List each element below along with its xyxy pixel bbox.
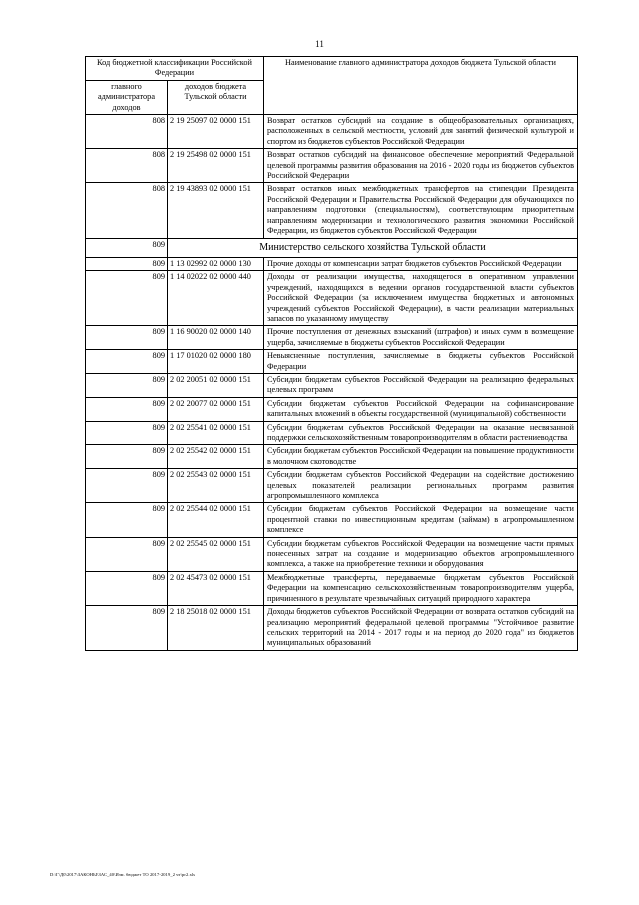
table-row <box>86 397 578 421</box>
admin-code-cell: 808 <box>86 115 168 149</box>
table-row <box>86 537 578 571</box>
admin-code-cell: 809 <box>86 571 168 605</box>
table-row <box>86 421 578 445</box>
admin-code-cell: 808 <box>86 183 168 238</box>
income-code-cell: 1 17 01020 02 0000 180 <box>168 350 264 374</box>
income-name-cell: Возврат остатков иных межбюджетных трансфертов на стипендии Президента Российской Федерации и Правительства Российской Федерации для обучающихся по направлениям подготовки (специальностям), соответствующим приоритетным направлениям модернизации и технологического развития экономики Российской Федерации, из бюджетов субъектов Российской Федерации <box>264 183 578 238</box>
table-row <box>86 445 578 469</box>
income-code-cell: 1 14 02022 02 0000 440 <box>168 271 264 326</box>
income-name-cell: Невыясненные поступления, зачисляемые в бюджеты субъектов Российской Федерации <box>264 350 578 374</box>
file-path-footer: D:\Г\Д0\2017\ЗАКОНЫ\ЗАС_40\Изм. бюджет ТО 2017-2019_2 чт\pr2.xls <box>50 872 196 877</box>
admin-code-cell: 809 <box>86 257 168 270</box>
admin-code-cell: 808 <box>86 149 168 183</box>
page-number: 11 <box>315 39 324 49</box>
income-code-cell: 2 18 25018 02 0000 151 <box>168 606 264 651</box>
admin-code-cell: 809 <box>86 350 168 374</box>
income-code-cell: 2 02 20051 02 0000 151 <box>168 373 264 397</box>
table-row <box>86 571 578 605</box>
income-name-cell: Субсидии бюджетам субъектов Российской Федерации на софинансирование капитальных вложений в объекты государственной (муниципальной) собственности <box>264 397 578 421</box>
table-row <box>86 350 578 374</box>
income-code-cell: 2 02 25542 02 0000 151 <box>168 445 264 469</box>
table-row <box>86 115 578 149</box>
income-code-cell: 1 13 02992 02 0000 130 <box>168 257 264 270</box>
table-row <box>86 606 578 651</box>
income-name-cell: Межбюджетные трансферты, передаваемые бюджетам субъектов Российской Федерации на компенсацию сельскохозяйственным товаропроизводителям ущерба, причиненного в результате чрезвычайных ситуаций природного характера <box>264 571 578 605</box>
income-name-cell: Прочие доходы от компенсации затрат бюджетов субъектов Российской Федерации <box>264 257 578 270</box>
admin-code-cell: 809 <box>86 445 168 469</box>
income-name-cell: Субсидии бюджетам субъектов Российской Федерации на возмещение части процентной ставки по инвестиционным кредитам (займам) в агропромышленном комплексе <box>264 503 578 537</box>
income-code-cell: 2 19 25498 02 0000 151 <box>168 149 264 183</box>
table-row <box>86 271 578 326</box>
income-name-cell: Субсидии бюджетам субъектов Российской Федерации на повышение продуктивности в молочном скотоводстве <box>264 445 578 469</box>
income-name-cell: Субсидии бюджетам субъектов Российской Федерации на содействие достижению целевых показателей реализации региональных программ развития агропромышленного комплекса <box>264 469 578 503</box>
income-name-cell: Субсидии бюджетам субъектов Российской Федерации на реализацию федеральных целевых программ <box>264 373 578 397</box>
table-row <box>86 469 578 503</box>
admin-code-cell: 809 <box>86 469 168 503</box>
ministry-row <box>86 238 578 257</box>
income-name-cell: Субсидии бюджетам субъектов Российской Федерации на оказание несвязанной поддержки сельскохозяйственным товаропроизводителям в области растениеводства <box>264 421 578 445</box>
admin-code-cell: 809 <box>86 326 168 350</box>
header-code-group: Код бюджетной классификации Российской Федерации <box>86 57 264 81</box>
admin-code-cell: 809 <box>86 238 168 257</box>
header-admin-column: главного администратора доходов <box>86 80 168 114</box>
admin-code-cell: 809 <box>86 503 168 537</box>
income-code-cell: 2 02 45473 02 0000 151 <box>168 571 264 605</box>
income-name-cell: Доходы бюджетов субъектов Российской Федерации от возврата остатков субсидий на реализацию мероприятий федеральной целевой программы "Устойчивое развитие сельских территорий на 2014 - 2017 годы и на период до 2020 года" из бюджетов муниципальных образований <box>264 606 578 651</box>
table-row <box>86 149 578 183</box>
income-name-cell: Возврат остатков субсидий на финансовое обеспечение мероприятий Федеральной целевой программы развития образования на 2016 - 2020 годы из бюджетов субъектов Российской Федерации <box>264 149 578 183</box>
income-name-cell: Доходы от реализации имущества, находящегося в оперативном управлении учреждений, находящихся в ведении органов государственной власти субъектов Российской Федерации (за исключением имущества бюджетных и автономных учреждений субъектов Российской Федерации), в части реализации материальных запасов по указанному имуществу <box>264 271 578 326</box>
table-row <box>86 373 578 397</box>
income-name-cell: Прочие поступления от денежных взысканий (штрафов) и иных сумм в возмещение ущерба, зачисляемые в бюджеты субъектов Российской Федерации <box>264 326 578 350</box>
budget-classification-table <box>85 56 578 651</box>
admin-code-cell: 809 <box>86 271 168 326</box>
admin-code-cell: 809 <box>86 421 168 445</box>
income-code-cell: 2 02 20077 02 0000 151 <box>168 397 264 421</box>
admin-code-cell: 809 <box>86 606 168 651</box>
income-code-cell: 1 16 90020 02 0000 140 <box>168 326 264 350</box>
income-name-cell: Возврат остатков субсидий на создание в общеобразовательных организациях, расположенных в сельской местности, условий для занятий физической культурой и спортом из бюджетов субъектов Российской Федерации <box>264 115 578 149</box>
ministry-name-cell: Министерство сельского хозяйства Тульской области <box>168 238 578 257</box>
admin-code-cell: 809 <box>86 397 168 421</box>
income-code-cell: 2 02 25541 02 0000 151 <box>168 421 264 445</box>
income-code-cell: 2 02 25545 02 0000 151 <box>168 537 264 571</box>
table-body <box>86 115 578 651</box>
header-row <box>86 57 578 81</box>
admin-code-cell: 809 <box>86 373 168 397</box>
table-row <box>86 183 578 238</box>
header-income-column: доходов бюджета Тульской области <box>168 80 264 114</box>
income-name-cell: Субсидии бюджетам субъектов Российской Федерации на возмещение части прямых понесенных затрат на создание и модернизацию объектов агропромышленного комплекса, а также на приобретение техники и оборудования <box>264 537 578 571</box>
income-code-cell: 2 19 43893 02 0000 151 <box>168 183 264 238</box>
header-name-column: Наименование главного администратора доходов бюджета Тульской области <box>264 57 578 115</box>
income-code-cell: 2 02 25543 02 0000 151 <box>168 469 264 503</box>
admin-code-cell: 809 <box>86 537 168 571</box>
table-row <box>86 503 578 537</box>
table-row <box>86 326 578 350</box>
income-code-cell: 2 02 25544 02 0000 151 <box>168 503 264 537</box>
table-row <box>86 257 578 270</box>
income-code-cell: 2 19 25097 02 0000 151 <box>168 115 264 149</box>
